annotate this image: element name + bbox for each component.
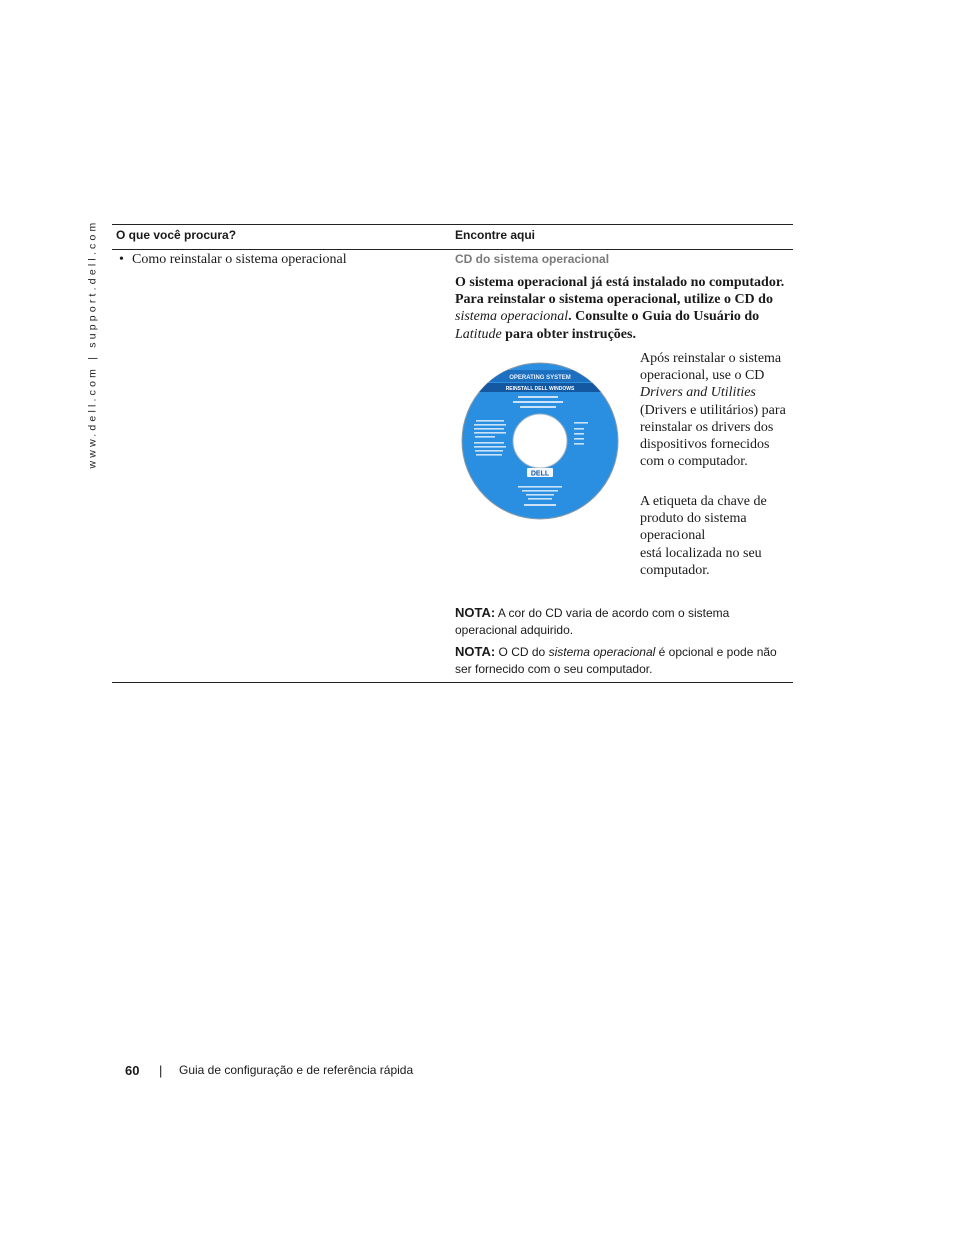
drivers-paragraph: Após reinstalar o sistema operacional, use o CD Drivers and Utilities (Drivers e utilitários) para reinstalar os drivers dos dispositivos fornecidos com o computador. <box>640 351 786 470</box>
sidebar-url-text: www.dell.com | support.dell.com <box>86 219 99 469</box>
table-bottom-rule <box>112 682 793 683</box>
footer-separator: | <box>159 1063 163 1078</box>
cd-center-hole <box>513 414 567 468</box>
cd-label-top: OPERATING SYSTEM <box>509 375 571 381</box>
table-header-rule <box>112 249 793 250</box>
main-paragraph: O sistema operacional já está instalado no computador. Para reinstalar o sistema operacional, utilize o CD do sistema operacional. Consulte o Guia do Usuário do Latitude para obter instruções. <box>455 275 785 342</box>
page-number: 60 <box>125 1063 140 1078</box>
column-header-question: O que você procura? <box>116 228 237 242</box>
note-cd-optional: NOTA: O CD do sistema operacional é opcional e pode não ser fornecido com o seu computador. <box>455 644 777 676</box>
table-top-rule <box>112 224 793 225</box>
list-item-reinstall-os: Como reinstalar o sistema operacional <box>132 252 347 267</box>
os-cd-image <box>458 362 622 520</box>
dell-logo: DELL <box>530 470 550 478</box>
cd-label-band: REINSTALL DELL WINDOWS <box>505 386 575 392</box>
bullet-icon: • <box>119 252 124 267</box>
product-key-paragraph: A etiqueta da chave de produto do sistema operacional está localizada no seu computador. <box>640 494 767 578</box>
note-cd-color: NOTA: A cor do CD varia de acordo com o sistema operacional adquirido. <box>455 605 730 637</box>
column-header-find: Encontre aqui <box>455 228 536 242</box>
sidebar-url <box>85 219 99 469</box>
cd-section-heading: CD do sistema operacional <box>455 252 610 266</box>
footer-title: Guia de configuração e de referência rápida <box>179 1063 414 1077</box>
